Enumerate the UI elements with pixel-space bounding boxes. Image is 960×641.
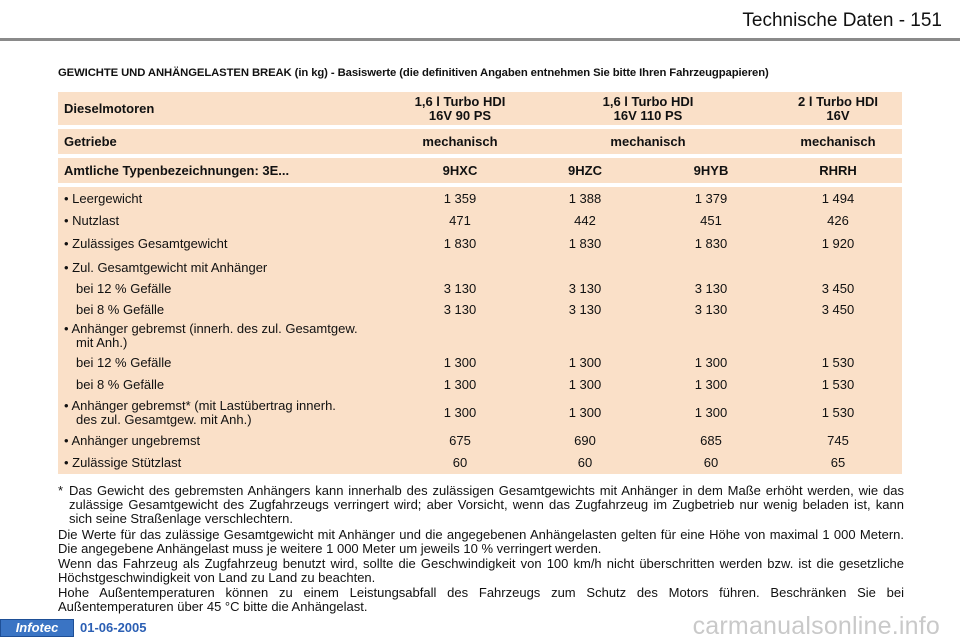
table-row bbox=[58, 320, 902, 351]
table-cell: 1 359 bbox=[398, 187, 522, 209]
table-cell bbox=[398, 256, 522, 278]
table-cell: 1 300 bbox=[522, 373, 648, 396]
table-cell bbox=[398, 320, 522, 351]
row-label bbox=[58, 396, 398, 429]
table-row bbox=[58, 187, 902, 209]
row-label-line: bei 12 % Gefälle bbox=[76, 281, 172, 296]
gearbox-row-label: Getriebe bbox=[58, 129, 398, 154]
table-cell: 3 450 bbox=[774, 278, 902, 299]
row-label-line: mit Anh.) bbox=[76, 334, 128, 350]
engine-cell-1-line2: 16V 90 PS bbox=[428, 107, 492, 123]
type-cell-1: 9HXC bbox=[398, 158, 522, 183]
table-cell: 3 130 bbox=[648, 278, 774, 299]
row-label-line: • Anhänger ungebremst bbox=[64, 432, 201, 448]
page-title: Technische Daten - 151 bbox=[742, 10, 942, 31]
row-label-line: bei 8 % Gefälle bbox=[76, 302, 165, 317]
table-cell: 1 388 bbox=[522, 187, 648, 209]
header-divider bbox=[0, 38, 960, 41]
engine-cell-3 bbox=[774, 92, 902, 125]
engine-row-label: Dieselmotoren bbox=[58, 92, 398, 125]
table-cell: 1 530 bbox=[774, 351, 902, 373]
table-cell: 1 300 bbox=[522, 396, 648, 429]
table-cell: 690 bbox=[522, 429, 648, 451]
engine-cell-2 bbox=[522, 92, 774, 125]
table-row bbox=[58, 256, 902, 278]
table-cell: 1 300 bbox=[522, 351, 648, 373]
table-cell: 1 300 bbox=[398, 396, 522, 429]
engine-cell-2-line1: 1,6 l Turbo HDI bbox=[602, 93, 694, 109]
table-cell: 1 379 bbox=[648, 187, 774, 209]
row-label-line: bei 12 % Gefälle bbox=[76, 354, 172, 370]
table-cell bbox=[648, 320, 774, 351]
table-cell: 65 bbox=[774, 451, 902, 474]
table-cell: 1 530 bbox=[774, 396, 902, 429]
table-cell: 3 130 bbox=[398, 299, 522, 320]
weights-table-body bbox=[58, 187, 902, 474]
table-row bbox=[58, 278, 902, 299]
table-cell: 3 130 bbox=[398, 278, 522, 299]
table-cell: 60 bbox=[398, 451, 522, 474]
row-label-line: • Zulässiges Gesamtgewicht bbox=[64, 236, 228, 251]
table-cell: 1 300 bbox=[398, 351, 522, 373]
table-cell: 442 bbox=[522, 209, 648, 231]
footer-date: 01-06-2005 bbox=[80, 620, 147, 635]
type-row-label: Amtliche Typenbezeichnungen: 3E... bbox=[58, 158, 398, 183]
table-cell bbox=[648, 256, 774, 278]
engine-cell-2-line2: 16V 110 PS bbox=[613, 107, 683, 123]
row-label bbox=[58, 451, 398, 474]
footnote-text: Das Gewicht des gebremsten Anhängers kann innerhalb des zulässigen Gesamtgewichts mit Anhänger in dem Maße erhöht werden, wie das zulässige Gesamtgewicht des Zugfahrzeugs verringert wird; aber Vorsicht, wenn das Zugfahrzeug im Zugbetrieb nur wenig beladen ist, kann sich seine Straßenlage verschlechtern. bbox=[69, 483, 904, 527]
table-cell: 1 920 bbox=[774, 231, 902, 256]
table-row bbox=[58, 451, 902, 474]
engine-cell-3-line1: 2 l Turbo HDI bbox=[798, 93, 878, 109]
row-label-line: • Leergewicht bbox=[64, 190, 143, 206]
table-cell bbox=[522, 256, 648, 278]
row-label bbox=[58, 351, 398, 373]
engine-cell-3-line2: 16V bbox=[826, 107, 850, 123]
row-label-line: • Nutzlast bbox=[64, 212, 120, 228]
table-row bbox=[58, 396, 902, 429]
table-cell: 60 bbox=[522, 451, 648, 474]
table-cell: 685 bbox=[648, 429, 774, 451]
engine-cell-1 bbox=[398, 92, 522, 125]
table-cell bbox=[522, 320, 648, 351]
table-cell: 3 130 bbox=[522, 299, 648, 320]
table-row bbox=[58, 373, 902, 396]
row-label bbox=[58, 429, 398, 451]
table-cell: 426 bbox=[774, 209, 902, 231]
page-header bbox=[0, 0, 960, 38]
table-cell bbox=[774, 256, 902, 278]
row-label-line: • Zul. Gesamtgewicht mit Anhänger bbox=[64, 259, 268, 275]
table-cell: 3 130 bbox=[522, 278, 648, 299]
row-label bbox=[58, 231, 398, 256]
table-cell: 1 830 bbox=[398, 231, 522, 256]
row-label bbox=[58, 373, 398, 396]
table-cell: 1 300 bbox=[648, 373, 774, 396]
type-header-row bbox=[58, 158, 902, 183]
table-cell: 1 494 bbox=[774, 187, 902, 209]
table-cell: 1 830 bbox=[522, 231, 648, 256]
row-label-line: • Anhänger gebremst* (mit Lastübertrag innerh. bbox=[64, 397, 336, 413]
type-cell-4: RHRH bbox=[774, 158, 902, 183]
type-cell-2: 9HZC bbox=[522, 158, 648, 183]
table-cell bbox=[774, 320, 902, 351]
table-cell: 3 450 bbox=[774, 299, 902, 320]
weights-table bbox=[58, 92, 902, 474]
table-cell: 3 130 bbox=[648, 299, 774, 320]
table-cell: 1 300 bbox=[648, 396, 774, 429]
watermark: carmanualsonline.info bbox=[692, 612, 940, 640]
row-label-line: • Zulässige Stützlast bbox=[64, 455, 182, 470]
table-row bbox=[58, 231, 902, 256]
engine-cell-1-line1: 1,6 l Turbo HDI bbox=[414, 93, 506, 109]
footnote bbox=[58, 484, 904, 527]
row-label bbox=[58, 209, 398, 231]
table-row bbox=[58, 209, 902, 231]
type-cell-3: 9HYB bbox=[648, 158, 774, 183]
table-cell: 675 bbox=[398, 429, 522, 451]
table-cell: 1 830 bbox=[648, 231, 774, 256]
gearbox-cell-1: mechanisch bbox=[398, 129, 522, 154]
row-label bbox=[58, 187, 398, 209]
row-label-line: • Anhänger gebremst (innerh. des zul. Gesamtgew. bbox=[64, 320, 358, 336]
row-label bbox=[58, 320, 398, 351]
row-label bbox=[58, 256, 398, 278]
table-cell: 451 bbox=[648, 209, 774, 231]
gearbox-header-row bbox=[58, 129, 902, 154]
section-heading: GEWICHTE UND ANHÄNGELASTEN BREAK (in kg) - Basiswerte (die definitiven Angaben entnehmen Sie bitte Ihren Fahrzeugpapieren) bbox=[58, 67, 769, 79]
table-cell: 1 300 bbox=[398, 373, 522, 396]
table-cell: 745 bbox=[774, 429, 902, 451]
engine-header-row bbox=[58, 92, 902, 125]
row-label-line: des zul. Gesamtgew. mit Anh.) bbox=[76, 411, 252, 427]
table-cell: 1 530 bbox=[774, 373, 902, 396]
row-label-line: bei 8 % Gefälle bbox=[76, 377, 165, 392]
paragraph-speed: Wenn das Fahrzeug als Zugfahrzeug benutzt wird, sollte die Geschwindigkeit von 100 km/h nicht überschritten werden bzw. ist die gesetzliche Höchstgeschwindigkeit von Land zu Land zu beachten. bbox=[58, 556, 904, 586]
row-label bbox=[58, 278, 398, 299]
table-cell: 60 bbox=[648, 451, 774, 474]
table-row bbox=[58, 299, 902, 320]
table-cell: 1 300 bbox=[648, 351, 774, 373]
table-row bbox=[58, 429, 902, 451]
infotec-logo: Infotec bbox=[0, 619, 74, 637]
gearbox-cell-2: mechanisch bbox=[522, 129, 774, 154]
paragraph-altitude: Die Werte für das zulässige Gesamtgewicht mit Anhänger und die angegebenen Anhängelasten gelten für eine Höhe von maximal 1 000 Metern. Die angegebene Anhängelast muss je weitere 1 000 Meter um jeweils 10 % verringert werden. bbox=[58, 527, 904, 557]
footnote-marker: * bbox=[58, 483, 64, 498]
table-row bbox=[58, 351, 902, 373]
gearbox-cell-3: mechanisch bbox=[774, 129, 902, 154]
paragraph-temperature: Hohe Außentemperaturen können zu einem Leistungsabfall des Fahrzeugs zum Schutz des Motors führen. Beschränken Sie bei Außentemperaturen über 45 °C bitte die Anhängelast. bbox=[58, 585, 904, 615]
table-cell: 471 bbox=[398, 209, 522, 231]
row-label bbox=[58, 299, 398, 320]
